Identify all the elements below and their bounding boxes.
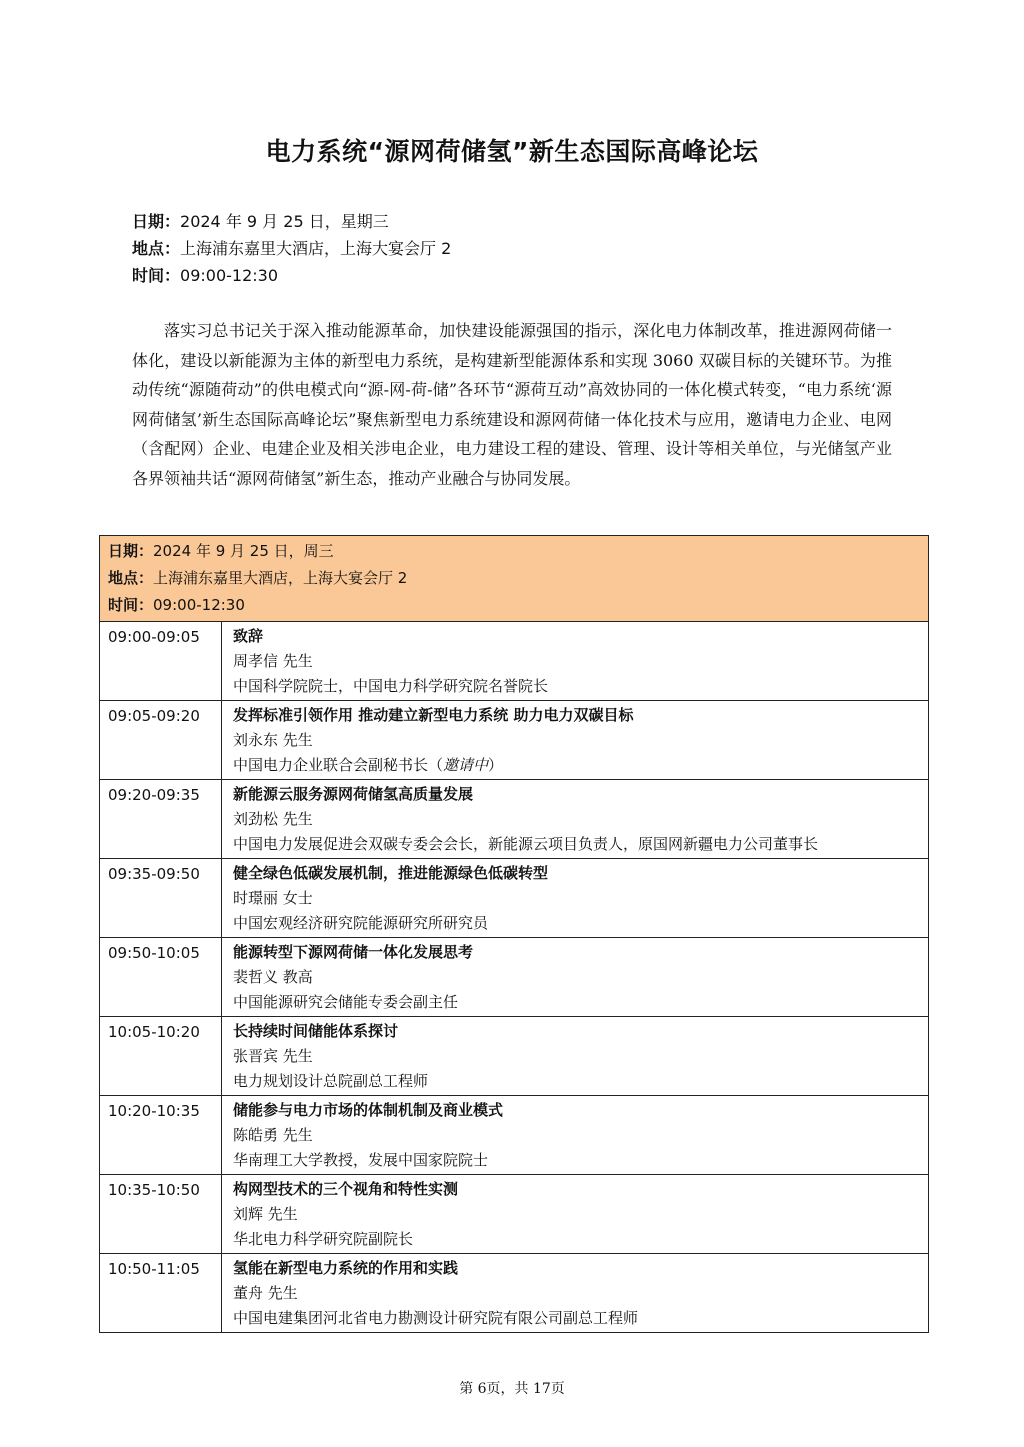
session-speaker: 陈皓勇 先生 — [233, 1126, 313, 1144]
table-row — [100, 1017, 929, 1096]
session-detail — [222, 622, 929, 701]
session-speaker: 裴哲义 教高 — [233, 968, 313, 986]
agenda-time: 时间：09:00-12:30 — [108, 596, 245, 614]
session-speaker: 刘劲松 先生 — [233, 810, 313, 828]
session-detail — [222, 1096, 929, 1175]
session-role-text: 电力规划设计总院副总工程师 — [233, 1072, 429, 1090]
session-role-text: 中国能源研究会储能专委会副主任 — [233, 993, 459, 1011]
meta-venue: 地点：上海浦东嘉里大酒店，上海大宴会厅 2 — [132, 239, 452, 258]
session-time: 09:05-09:20 — [100, 701, 222, 780]
session-role — [233, 1069, 928, 1094]
session-role — [233, 832, 928, 857]
agenda-date: 日期：2024 年 9 月 25 日，周三 — [108, 542, 334, 560]
session-detail — [222, 701, 929, 780]
session-speaker: 张晋宾 先生 — [233, 1047, 313, 1065]
session-role-text: 中国电建集团河北省电力勘测设计研究院有限公司副总工程师 — [233, 1309, 639, 1327]
table-row — [100, 622, 929, 701]
agenda-venue: 地点：上海浦东嘉里大酒店，上海大宴会厅 2 — [108, 569, 408, 587]
session-topic: 致辞 — [233, 627, 264, 645]
session-time: 10:05-10:20 — [100, 1017, 222, 1096]
session-role — [233, 1148, 928, 1173]
session-topic: 氢能在新型电力系统的作用和实践 — [233, 1259, 459, 1277]
session-topic: 构网型技术的三个视角和特性实测 — [233, 1180, 459, 1198]
session-topic: 发挥标准引领作用 推动建立新型电力系统 助力电力双碳目标 — [233, 706, 634, 724]
meta-time: 时间：09:00-12:30 — [132, 266, 279, 285]
table-row — [100, 701, 929, 780]
session-role-text: 中国科学院院士，中国电力科学研究院名誉院长 — [233, 677, 549, 695]
agenda-header-row — [100, 536, 929, 622]
session-detail — [222, 938, 929, 1017]
session-role — [233, 1227, 928, 1252]
session-speaker: 刘辉 先生 — [233, 1205, 298, 1223]
session-time: 09:20-09:35 — [100, 780, 222, 859]
session-time: 09:50-10:05 — [100, 938, 222, 1017]
session-note: 邀请中 — [443, 756, 489, 774]
session-topic: 能源转型下源网荷储一体化发展思考 — [233, 943, 474, 961]
session-role — [233, 990, 928, 1015]
session-role — [233, 753, 928, 778]
session-role-text: 中国电力企业联合会副秘书长（ — [233, 756, 444, 774]
session-detail — [222, 859, 929, 938]
session-time: 10:50-11:05 — [100, 1254, 222, 1333]
session-time: 10:20-10:35 — [100, 1096, 222, 1175]
session-speaker: 刘永东 先生 — [233, 731, 313, 749]
session-detail — [222, 1017, 929, 1096]
table-row — [100, 859, 929, 938]
table-row — [100, 1096, 929, 1175]
session-detail — [222, 1175, 929, 1254]
table-row — [100, 1175, 929, 1254]
session-topic: 健全绿色低碳发展机制，推进能源绿色低碳转型 — [233, 864, 549, 882]
page-footer: 第 6页，共 17页 — [459, 1381, 565, 1397]
session-speaker: 周孝信 先生 — [233, 652, 313, 670]
intro-paragraph: 落实习总书记关于深入推动能源革命，加快建设能源强国的指示，深化电力体制改革，推进源网荷储一体化，建设以新能源为主体的新型电力系统，是构建新型能源体系和实现 3060 双碳目标的关键环节。为推动传统“源随荷动”的供电模式向“源-网-荷-储”各环节“源荷互动”高效协同的一体化模式转变，“电力系统‘源网荷储氢’新生态国际高峰论坛”聚焦新型电力系统建设和源网荷储一体化技术与应用，邀请电力企业、电网（含配网）企业、电建企业及相关涉电企业，电力建设工程的建设、管理、设计等相关单位，与光储氢产业各界领袖共话“源网荷储氢”新生态，推动产业融合与协同发展。 — [132, 321, 892, 488]
session-detail — [222, 1254, 929, 1333]
session-topic: 长持续时间储能体系探讨 — [233, 1022, 399, 1040]
session-role — [233, 911, 928, 936]
session-topic: 储能参与电力市场的体制机制及商业模式 — [233, 1101, 504, 1119]
session-time: 09:35-09:50 — [100, 859, 222, 938]
session-speaker: 董舟 先生 — [233, 1284, 298, 1302]
session-detail — [222, 780, 929, 859]
session-topic: 新能源云服务源网荷储氢高质量发展 — [233, 785, 474, 803]
session-time: 09:00-09:05 — [100, 622, 222, 701]
session-time: 10:35-10:50 — [100, 1175, 222, 1254]
meta-date: 日期：2024 年 9 月 25 日，星期三 — [132, 212, 389, 231]
table-row — [100, 1254, 929, 1333]
session-role — [233, 674, 928, 699]
event-meta — [132, 208, 451, 289]
table-row — [100, 780, 929, 859]
agenda-table — [99, 535, 929, 1333]
session-role-text: 华南理工大学教授，发展中国家院院士 — [233, 1151, 489, 1169]
agenda-header — [100, 536, 929, 622]
session-speaker: 时璟丽 女士 — [233, 889, 313, 907]
table-row — [100, 938, 929, 1017]
session-role-end: ） — [488, 756, 504, 774]
session-role-text: 中国电力发展促进会双碳专委会会长，新能源云项目负责人，原国网新疆电力公司董事长 — [233, 835, 819, 853]
session-role-text: 中国宏观经济研究院能源研究所研究员 — [233, 914, 489, 932]
page-title: 电力系统“源网荷储氢”新生态国际高峰论坛 — [265, 137, 759, 166]
session-role-text: 华北电力科学研究院副院长 — [233, 1230, 414, 1248]
session-role — [233, 1306, 928, 1331]
